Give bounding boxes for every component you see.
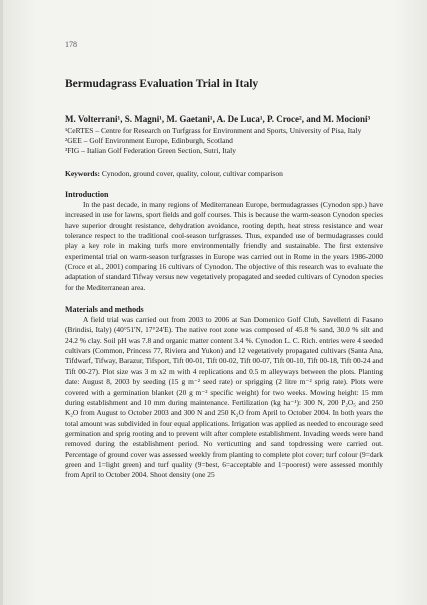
paper-title: Bermudagrass Evaluation Trial in Italy	[65, 78, 259, 90]
affiliation-1: ¹CeRTES – Centre for Research on Turfgrass for Environment and Sports, University of Pisa, Italy	[65, 126, 362, 135]
section-heading-introduction: Introduction	[65, 190, 109, 199]
author-list: M. Volterrani¹, S. Magni¹, M. Gaetani¹, A. De Luca¹, P. Croce², and M. Mocioni³	[65, 114, 371, 124]
page-number: 178	[65, 40, 77, 49]
affiliation-3: ³FIG – Italian Golf Federation Green Section, Sutri, Italy	[65, 146, 236, 155]
keywords-text: Cynodon, ground cover, quality, colour, cultivar comparison	[101, 169, 283, 178]
keywords-line	[65, 169, 383, 178]
keywords-label: Keywords:	[65, 169, 100, 178]
materials-methods-paragraph: A field trial was carried out from 2003 to 2006 at San Domenico Golf Club, Savelletri di Fasano (Brindisi, Italy) (40°51'N, 17°24'E). The native root zone was composed of 45.8 % sand, 30.0 % silt and 24.2 % clay. Soil pH was 7.8 and organic matter content 3.4 %. Cynodon L. C. Rich. entries were 4 seeded cultivars (Common, Princess 77, Riviera and Yukon) and 12 vegetatively propagated cultivars (Santa Ana, Tifdwarf, Tifway, Barazur, Tifsport, Tift 00-01, Tift 00-02, Tift 00-07, Tift 00-10, Tift 00-18, Tift 00-24 and Tift 00-27). Plot size was 3 m x2 m with 4 replications and 0.5 m alleyways between the plots. Planting date: August 8, 2003 by seeding (15 g m⁻² seed rate) or sprigging (2 litre m⁻² sprig rate). Plots were covered with a germination blanket (20 g m⁻² specific weight) for two weeks. Mowing height: 15 mm during establishment and 10 mm during maintenance. Fertilization (kg ha⁻¹): 300 N, 200 P₂O₅ and 250 K₂O from August to October 2003 and 300 N and 250 K₂O from April to October 2004. In both years the total amount was subdivided in four equal applications. Irrigation was applied as needed to encourage seed germination and sprig rooting and to prevent wilt after complete establishment. Invading weeds were hand removed during the establishment period. No verticutting and sand topdressing were carried out. Percentage of ground cover was assessed weekly from planting to complete plot cover; turf colour (9=dark green and 1=light green) and turf quality (9=best, 6=acceptable and 1=poorest) were assessed monthly from April to October 2004. Shoot density (one 25	[65, 315, 383, 480]
affiliation-2: ²GEE – Golf Environment Europe, Edinburgh, Scotland	[65, 136, 233, 145]
section-heading-materials-methods: Materials and methods	[65, 305, 144, 315]
introduction-paragraph: In the past decade, in many regions of Mediterranean Europe, bermudagrasses (Cynodon spp.) have increased in use for lawns, sport fields and golf courses. This is because the warm-season Cynodon species have superior drought resistance, dehydration avoidance, rooting depth, heat stress resistance and wear tolerance respect to the traditional cool-season turfgrasses. Thus, expanded use of bermudagrasses could play a key role in making turfs more environmentally friendly and sustainable. The first extensive experimental trial on warm-season turfgrasses in Europe was carried out in Rome in the years 1986-2000 (Croce et al., 2001) comparing 16 cultivars of Cynodon. The objective of this research was to evaluate the adaptation of standard Tifway versus new vegetatively propagated and seeded cultivars of Cynodon species for the Mediterranean area.	[65, 200, 383, 292]
article-body	[65, 78, 383, 481]
